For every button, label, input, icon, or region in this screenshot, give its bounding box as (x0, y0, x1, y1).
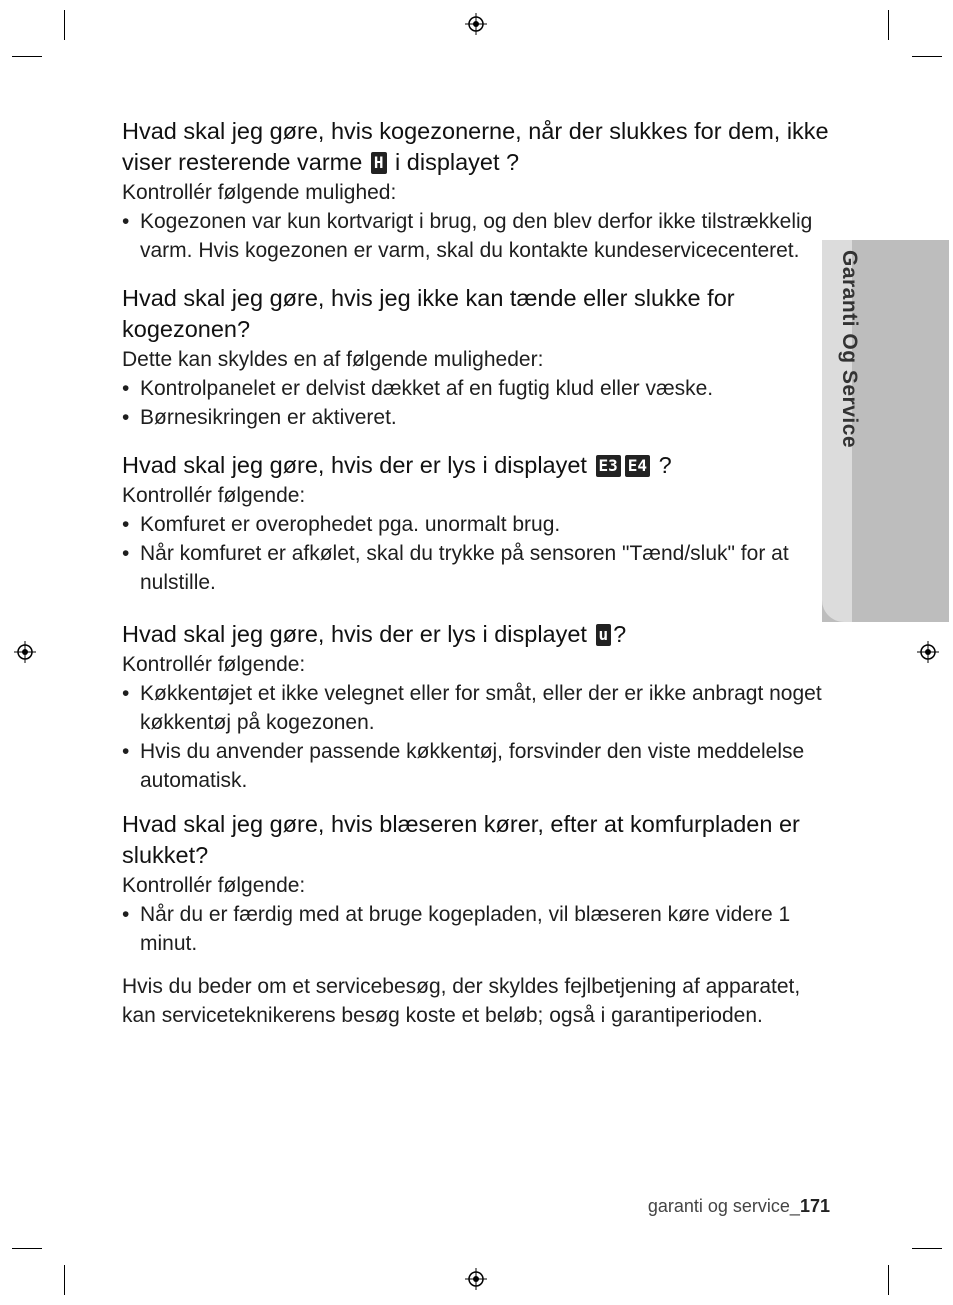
display-code-icon: E3 (596, 455, 621, 477)
question-text: Hvad skal jeg gøre, hvis der er lys i displayet (122, 621, 587, 647)
display-code-icon: u (596, 624, 612, 646)
faq-bullets (122, 679, 837, 795)
question-text: ? (613, 621, 627, 647)
faq-bullets (122, 510, 837, 597)
question-text: i displayet ? (395, 149, 520, 175)
crop-mark (64, 1265, 65, 1295)
faq-question: Hvad skal jeg gøre, hvis blæseren kører, efter at komfurpladen er slukket? (122, 811, 800, 868)
crop-mark (888, 1265, 889, 1295)
page-footer (648, 1196, 830, 1217)
display-code-icon: E4 (625, 455, 650, 477)
faq-section (122, 283, 837, 432)
page-number: 171 (799, 1196, 830, 1216)
registration-mark-icon (917, 641, 939, 663)
list-item: • Hvis du anvender passende køkkentøj, forsvinder den viste meddelelse automatisk. (122, 737, 837, 795)
crop-mark (64, 10, 65, 40)
registration-mark-icon (14, 641, 36, 663)
list-item: • Når komfuret er afkølet, skal du trykke på sensoren "Tænd/sluk" for at nulstille. (122, 539, 837, 597)
faq-section (122, 116, 837, 265)
crop-mark (12, 1248, 42, 1249)
faq-intro: Kontrollér følgende mulighed: (122, 181, 397, 204)
crop-mark (912, 1248, 942, 1249)
list-item: • Børnesikringen er aktiveret. (122, 403, 837, 432)
crop-mark (912, 56, 942, 57)
faq-intro: Kontrollér følgende: (122, 484, 306, 507)
list-item: • Køkkentøjet et ikke velegnet eller for småt, eller der er ikke anbragt noget køkkentøj på kogezonen. (122, 679, 837, 737)
faq-bullets (122, 207, 837, 265)
crop-mark (888, 10, 889, 40)
question-text: Hvad skal jeg gøre, hvis kogezonerne, når der slukkes for dem, ikke viser resterende varme (122, 118, 829, 175)
faq-question (122, 116, 837, 178)
faq-section (122, 450, 837, 597)
faq-question (122, 619, 837, 650)
list-item: • Kontrolpanelet er delvist dækket af en fugtig klud eller væske. (122, 374, 837, 403)
list-item: • Når du er færdig med at bruge kogepladen, vil blæseren køre videre 1 minut. (122, 900, 837, 958)
faq-intro: Kontrollér følgende: (122, 653, 306, 676)
list-item: • Kogezonen var kun kortvarigt i brug, og den blev derfor ikke tilstrækkelig varm. Hvis kogezonen er varm, skal du kontakte kundeservicecenteret. (122, 207, 837, 265)
question-text: ? (658, 452, 672, 478)
list-item: • Komfuret er overophedet pga. unormalt brug. (122, 510, 837, 539)
registration-mark-icon (465, 13, 487, 35)
faq-bullets (122, 374, 837, 432)
faq-question: Hvad skal jeg gøre, hvis jeg ikke kan tænde eller slukke for kogezonen? (122, 285, 735, 342)
faq-intro: Dette kan skyldes en af følgende muligheder: (122, 348, 544, 371)
registration-mark-icon (465, 1268, 487, 1290)
faq-section (122, 619, 837, 795)
faq-bullets (122, 900, 837, 958)
side-tab-label: Garanti Og Service (838, 250, 861, 449)
page-content (122, 112, 837, 1030)
service-note: Hvis du beder om et servicebesøg, der skyldes fejlbetjening af apparatet, kan serviceteknikerens besøg koste et beløb; også i garantiperioden. (122, 975, 801, 1027)
question-text: Hvad skal jeg gøre, hvis der er lys i displayet (122, 452, 587, 478)
footer-text: garanti og service_ (647, 1196, 800, 1216)
faq-intro: Kontrollér følgende: (122, 874, 306, 897)
faq-question (122, 450, 837, 481)
display-code-icon: H (371, 152, 387, 174)
crop-mark (12, 56, 42, 57)
faq-section (122, 809, 837, 958)
